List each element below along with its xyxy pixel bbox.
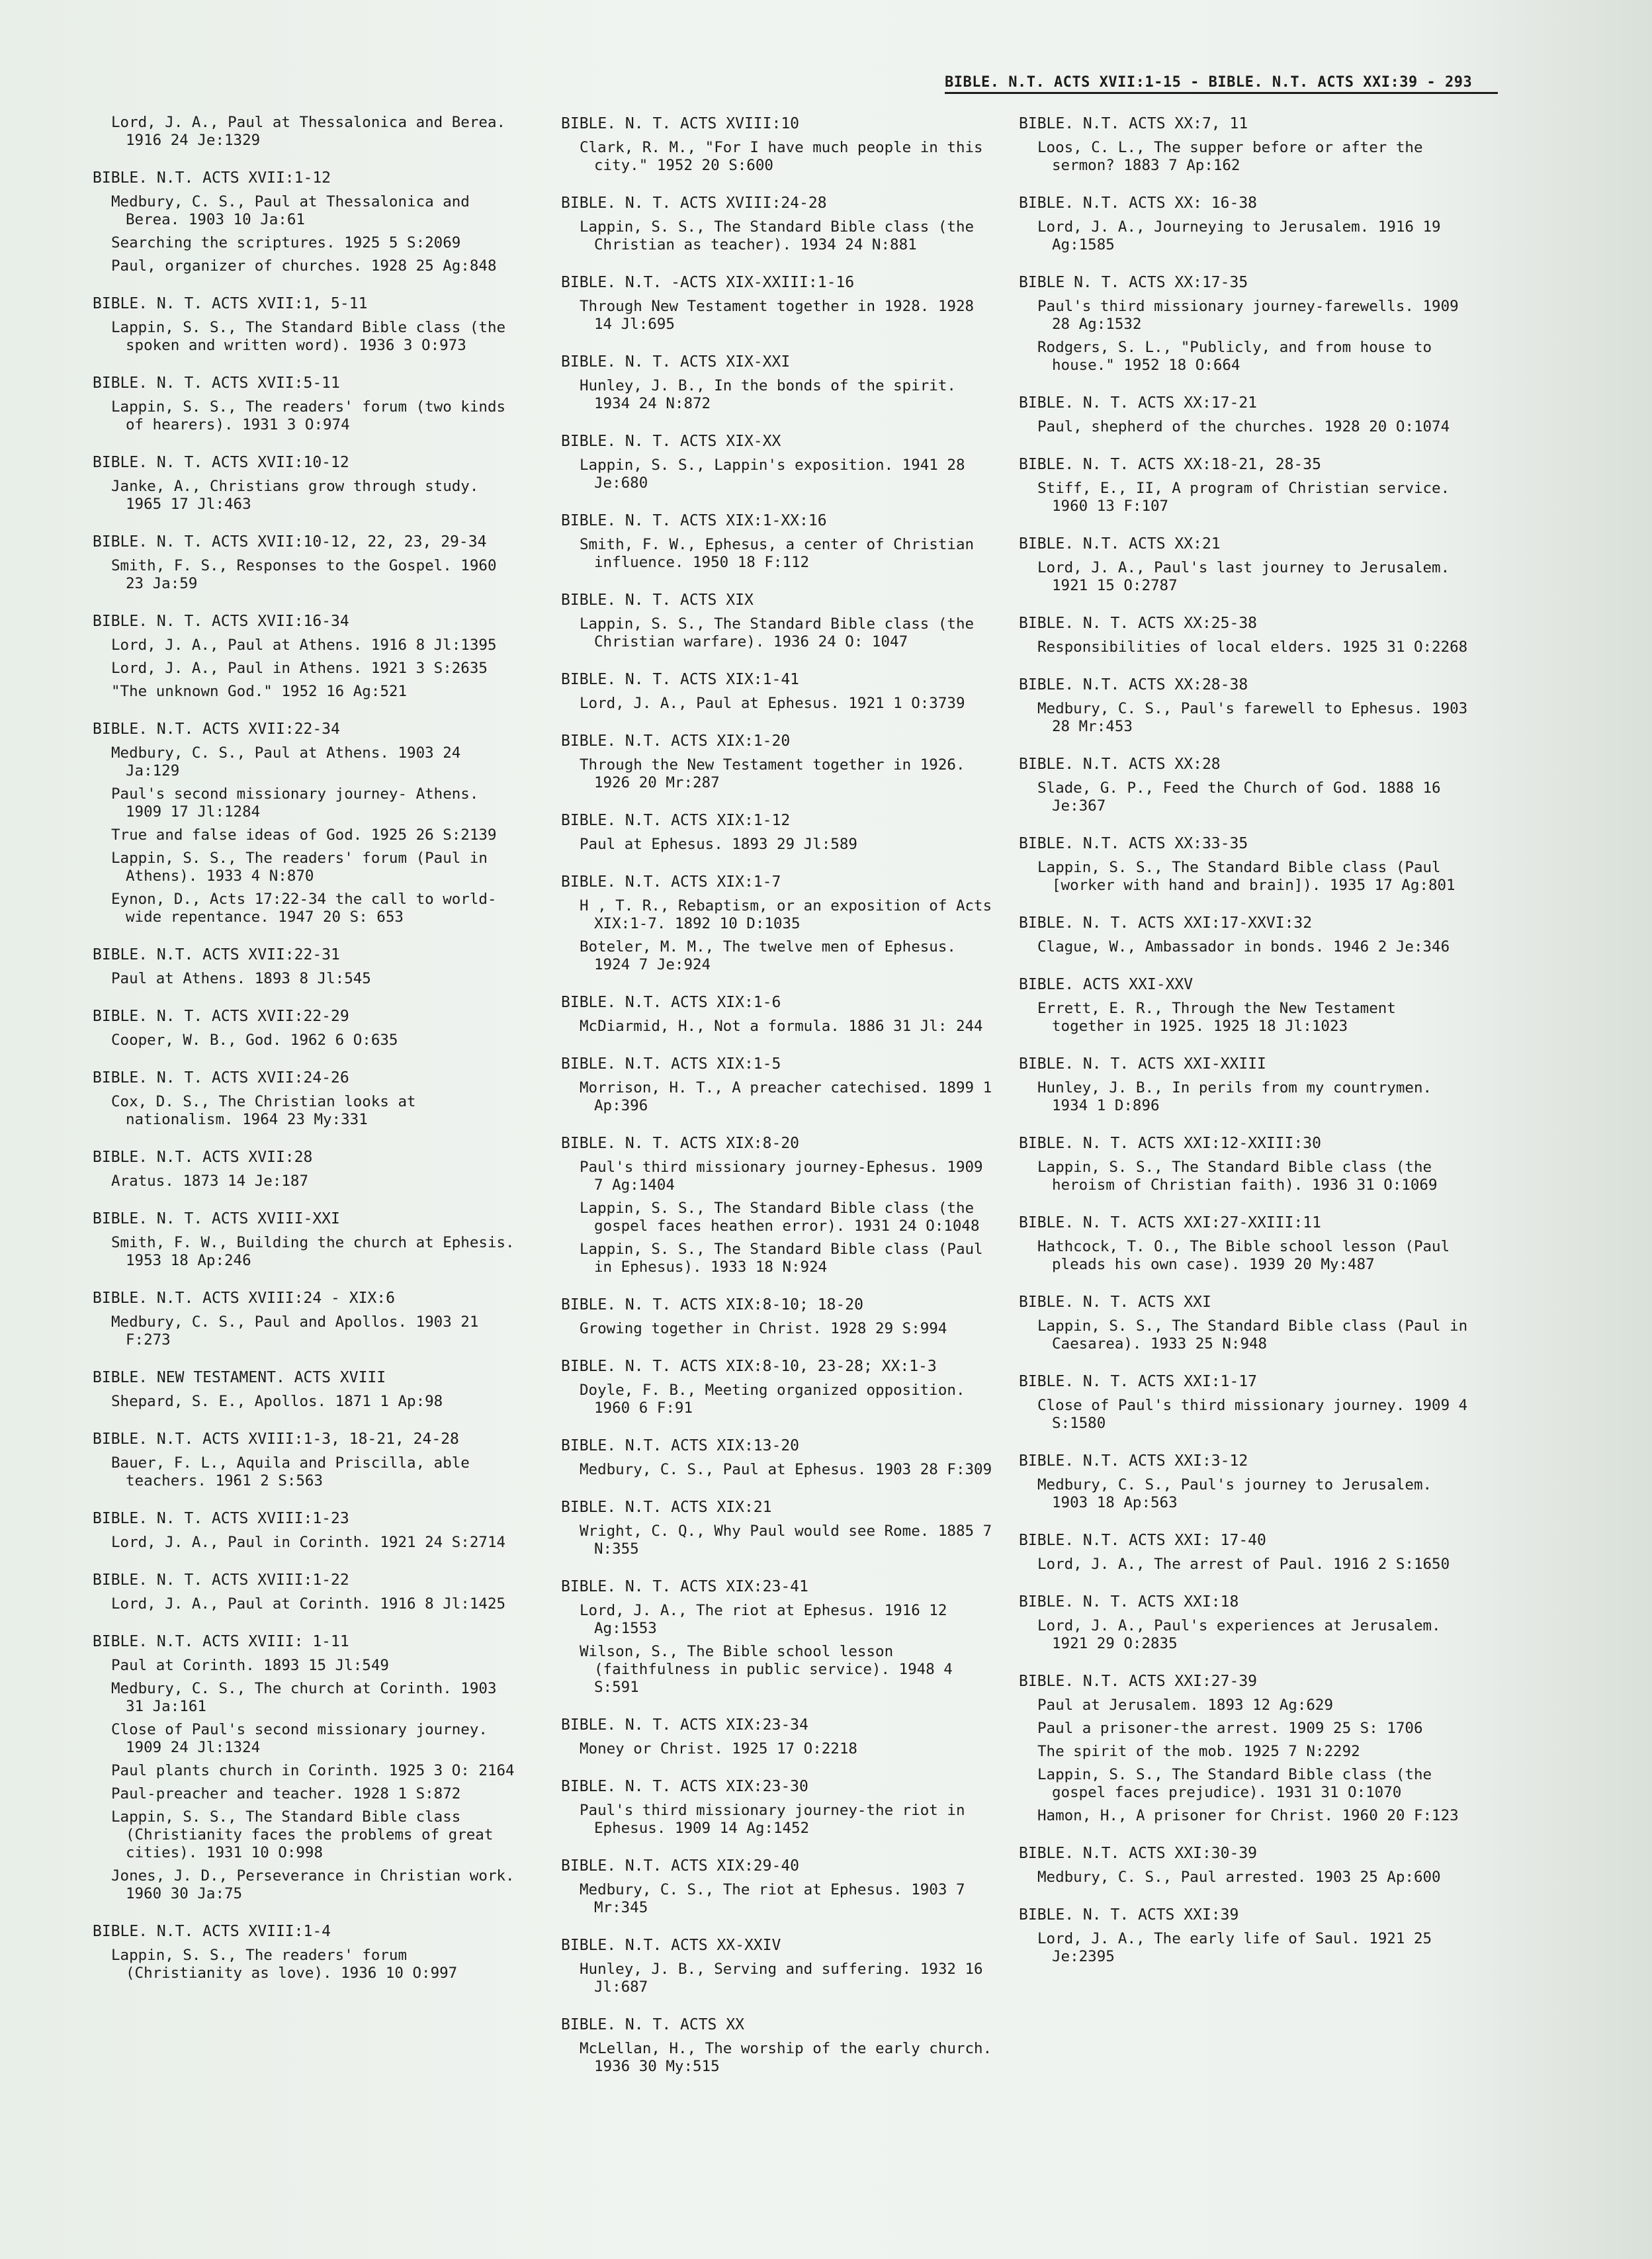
index-entry [561, 1715, 998, 1758]
index-entry [93, 168, 523, 275]
entry-heading: BIBLE. N. T. ACTS XIX [561, 592, 754, 609]
index-entry [561, 1295, 998, 1338]
entry-heading: BIBLE. N.T. ACTS XX: 16-38 [1019, 195, 1258, 212]
index-entry [1019, 1671, 1475, 1825]
entry-heading: BIBLE. N. T. ACTS XVIII:1-22 [93, 1572, 349, 1589]
entry-heading: BIBLE. N.T. ACTS XIX:1-7 [561, 873, 781, 891]
citation: Smith, F. S., Responses to the Gospel. 1960 23 Ja:59 [111, 557, 497, 592]
index-entry [1019, 613, 1475, 656]
index-entry [561, 1935, 998, 1996]
citation: Lappin, S. S., Lappin's exposition. 1941 28 Je:680 [580, 457, 965, 492]
citation: Lappin, S. S., The Standard Bible class (Paul in Caesarea). 1933 25 N:948 [1037, 1317, 1468, 1352]
entry-heading: BIBLE. N. T. ACTS XIX:1-41 [561, 671, 800, 688]
citation: Shepard, S. E., Apollos. 1871 1 Ap:98 [111, 1393, 443, 1410]
entry-heading: BIBLE. N.T. ACTS XXI: 17-40 [1019, 1532, 1266, 1549]
index-entry [93, 1570, 523, 1613]
citation: Lappin, S. S., The Standard Bible class (the spoken and written word). 1936 3 O:973 [111, 319, 506, 354]
citation: Hathcock, T. O., The Bible school lesson (Paul pleads his own case). 1939 20 My:487 [1037, 1238, 1450, 1273]
entry-heading: BIBLE. N.T. ACTS XVIII:1-3, 18-21, 24-28 [93, 1431, 459, 1448]
citation: Medbury, C. S., Paul at Ephesus. 1903 28 F:309 [580, 1461, 992, 1478]
entry-heading: BIBLE. N.T. ACTS XX:28-38 [1019, 676, 1248, 693]
citation: Bauer, F. L., Aquila and Priscilla, able teachers. 1961 2 S:563 [111, 1454, 470, 1489]
citation: Doyle, F. B., Meeting organized opposition. 1960 6 F:91 [580, 1382, 965, 1417]
index-entry [1019, 1133, 1475, 1194]
citation: Wright, C. Q., Why Paul would see Rome. 1885 7 N:355 [580, 1523, 992, 1558]
entry-heading: BIBLE. N. T. ACTS XXI:27-XXIII:11 [1019, 1214, 1321, 1231]
entry-heading: BIBLE. N. T. ACTS XIX:1-XX:16 [561, 512, 827, 529]
column-1 [93, 114, 523, 2001]
index-entry [561, 670, 998, 713]
entry-heading: BIBLE. N. T. ACTS XX:25-38 [1019, 615, 1258, 632]
entry-heading: BIBLE. N. T. ACTS XIX:8-10; 18-20 [561, 1296, 863, 1313]
entry-heading: BIBLE. N. T. ACTS XXI:17-XXVI:32 [1019, 914, 1313, 932]
citation: Smith, F. W., Building the church at Ephesis. 1953 18 Ap:246 [111, 1234, 515, 1269]
entry-heading: BIBLE. N.T. ACTS XVII:1-12 [93, 169, 331, 187]
citation: Hamon, H., A prisoner for Christ. 1960 20 F:123 [1037, 1807, 1459, 1824]
entry-heading: BIBLE. N. T. ACTS XIX:23-41 [561, 1578, 808, 1595]
citation: Rodgers, S. L., "Publicly, and from house to house." 1952 18 O:664 [1037, 339, 1432, 374]
index-entry [1019, 975, 1475, 1036]
citation: Paul at Athens. 1893 8 Jl:545 [111, 970, 371, 987]
citation: Close of Paul's second missionary journey. 1909 24 Jl:1324 [111, 1721, 488, 1756]
index-entry [1019, 1213, 1475, 1274]
entry-heading: BIBLE. N. T. ACTS XVII:5-11 [93, 375, 340, 392]
citation: Clague, W., Ambassador in bonds. 1946 2 Je:346 [1037, 938, 1450, 955]
entry-heading: BIBLE. N. T. ACTS XVIII-XXI [93, 1210, 340, 1227]
citation: Boteler, M. M., The twelve men of Ephesus. 1924 7 Je:924 [580, 938, 956, 973]
citation: Medbury, C. S., Paul at Athens. 1903 24 Ja:129 [111, 744, 461, 779]
citation: Searching the scriptures. 1925 5 S:2069 [111, 234, 461, 251]
index-entry [93, 1288, 523, 1349]
citation: Cooper, W. B., God. 1962 6 O:635 [111, 1032, 398, 1049]
index-entry [561, 1856, 998, 1917]
entry-heading: BIBLE. N.T. ACTS XX:21 [1019, 535, 1221, 553]
citation: Paul's third missionary journey-Ephesus. 1909 7 Ag:1404 [580, 1159, 983, 1194]
citation: Paul's second missionary journey- Athens. 1909 17 Jl:1284 [111, 785, 479, 820]
entry-heading: BIBLE. N.T. ACTS XVIII: 1-11 [93, 1633, 349, 1650]
entry-heading: BIBLE. N.T. ACTS XVIII:24 - XIX:6 [93, 1290, 395, 1307]
citation: Cox, D. S., The Christian looks at nationalism. 1964 23 My:331 [111, 1093, 416, 1128]
index-entry [93, 1368, 523, 1411]
citation: Lappin, S. S., The Standard Bible class (the Christian as teacher). 1934 24 N:881 [580, 218, 975, 253]
citation: Lord, J. A., Paul at Thessalonica and Berea. 1916 24 Je:1329 [111, 114, 506, 149]
index-entry [561, 193, 998, 254]
entry-heading: BIBLE. N.T. ACTS XVII:22-31 [93, 946, 340, 963]
index-entry [1019, 273, 1475, 375]
citation: Jones, J. D., Perseverance in Christian work. 1960 30 Ja:75 [111, 1867, 515, 1902]
index-entry [1019, 1843, 1475, 1886]
index-entry [93, 611, 523, 701]
index-entry [561, 114, 998, 175]
entry-heading: BIBLE. N.T. ACTS XIX:1-5 [561, 1055, 781, 1073]
citation: Stiff, E., II, A program of Christian service. 1960 13 F:107 [1037, 480, 1450, 515]
entry-heading: BIBLE. ACTS XXI-XXV [1019, 976, 1194, 993]
index-entry [561, 1133, 998, 1276]
index-entry [1019, 1372, 1475, 1433]
entry-heading: BIBLE. N. T. ACTS XIX:23-34 [561, 1716, 808, 1734]
index-entry [561, 352, 998, 413]
entry-heading: BIBLE. N. T. ACTS XVII:1, 5-11 [93, 295, 368, 312]
citation: Medbury, C. S., Paul's farewell to Ephesus. 1903 28 Mr:453 [1037, 700, 1468, 735]
entry-heading: BIBLE. N.T. ACTS XVII:22-34 [93, 721, 340, 738]
entry-heading: BIBLE. N. T. ACTS XX:17-21 [1019, 394, 1258, 412]
citation: Close of Paul's third missionary journey. 1909 4 S:1580 [1037, 1397, 1468, 1432]
citation: Lord, J. A., Paul at Corinth. 1916 8 Jl:1425 [111, 1595, 506, 1613]
citation: Lappin, S. S., The readers' forum (Paul in Athens). 1933 4 N:870 [111, 850, 488, 885]
index-entry [93, 114, 523, 150]
citation: Medbury, C. S., Paul and Apollos. 1903 21 F:273 [111, 1313, 479, 1349]
citation: Paul, shepherd of the churches. 1928 20 O:1074 [1037, 418, 1450, 435]
entry-heading: BIBLE. N. T. ACTS XVIII:24-28 [561, 195, 827, 212]
citation: Responsibilities of local elders. 1925 31 O:2268 [1037, 639, 1468, 656]
entry-heading: BIBLE. N. T. ACTS XVII:10-12, 22, 23, 29-34 [93, 533, 487, 551]
entry-heading: BIBLE. N.T. ACTS XX:33-35 [1019, 835, 1248, 852]
citation: True and false ideas of God. 1925 26 S:2139 [111, 826, 497, 844]
index-entry [1019, 754, 1475, 815]
index-entry [93, 945, 523, 988]
index-entry [561, 511, 998, 572]
index-entry [93, 294, 523, 355]
citation: McLellan, H., The worship of the early church. 1936 30 My:515 [580, 2040, 992, 2075]
index-entry [1019, 393, 1475, 436]
column-2 [561, 114, 998, 2094]
citation: Money or Christ. 1925 17 O:2218 [580, 1740, 857, 1757]
citation: Lappin, S. S., The Standard Bible class (the Christian warfare). 1936 24 O: 1047 [580, 615, 975, 650]
citation: Loos, C. L., The supper before or after the sermon? 1883 7 Ap:162 [1037, 139, 1423, 174]
index-entry [561, 2015, 998, 2076]
entry-heading: BIBLE. N. T. ACTS XVIII:10 [561, 115, 800, 132]
citation: Lord, J. A., Paul's last journey to Jerusalem. 1921 15 O:2787 [1037, 559, 1450, 594]
index-entry [561, 872, 998, 974]
index-entry [561, 1356, 998, 1417]
citation: Lappin, S. S., The Standard Bible class (the gospel faces prejudice). 1931 31 O:1070 [1037, 1766, 1432, 1801]
citation: Lappin, S. S., The Standard Bible class (Christianity faces the problems of great cities). 1931 10 O:998 [111, 1808, 494, 1861]
index-entry [93, 373, 523, 434]
entry-heading: BIBLE. N. T. ACTS XXI:1-17 [1019, 1373, 1258, 1390]
citation: "The unknown God." 1952 16 Ag:521 [111, 683, 408, 700]
citation: Lord, J. A., Paul in Corinth. 1921 24 S:2714 [111, 1534, 506, 1551]
entry-heading: BIBLE. N. T. ACTS XVIII:1-23 [93, 1510, 349, 1527]
citation: Lappin, S. S., The Standard Bible class (Paul [worker with hand and brain]). 1935 17 Ag:801 [1037, 859, 1456, 894]
entry-heading: BIBLE. N. T. ACTS XIX:8-10, 23-28; XX:1-3 [561, 1358, 937, 1375]
citation: Lappin, S. S., The Standard Bible class (the heroism of Christian faith). 1936 31 O:1069 [1037, 1159, 1438, 1194]
index-entry [93, 1429, 523, 1490]
index-entry [561, 1054, 998, 1115]
citation: Medbury, C. S., Paul at Thessalonica and Berea. 1903 10 Ja:61 [111, 193, 470, 228]
citation: Lord, J. A., The riot at Ephesus. 1916 12 Ag:1553 [580, 1602, 947, 1637]
entry-heading: BIBLE. N.T. ACTS XX:28 [1019, 756, 1221, 773]
entry-heading: BIBLE. N. T. ACTS XVII:16-34 [93, 613, 349, 630]
entry-heading: BIBLE. NEW TESTAMENT. ACTS XVIII [93, 1369, 386, 1386]
citation: Lappin, S. S., The Standard Bible class (the gospel faces heathen error). 1931 24 O:1048 [580, 1200, 980, 1235]
index-entry [93, 719, 523, 926]
index-entry [93, 532, 523, 593]
entry-heading: BIBLE. N. T. ACTS XVII:24-26 [93, 1069, 349, 1086]
index-entry [561, 431, 998, 492]
citation: Lappin, S. S., The readers' forum (Christianity as love). 1936 10 O:997 [111, 1947, 458, 1982]
citation: H , T. R., Rebaptism, or an exposition of Acts XIX:1-7. 1892 10 D:1035 [580, 897, 992, 932]
index-entry [93, 1632, 523, 1903]
column-3 [1019, 114, 1475, 1984]
entry-heading: BIBLE. N. T. ACTS XIX-XX [561, 433, 781, 450]
entry-heading: BIBLE N. T. ACTS XX:17-35 [1019, 274, 1248, 291]
citation: Paul's third missionary journey-farewells. 1909 28 Ag:1532 [1037, 298, 1459, 333]
citation: Janke, A., Christians grow through study. 1965 17 Jl:463 [111, 478, 479, 513]
entry-heading: BIBLE. N.T. ACTS XXI:27-39 [1019, 1673, 1258, 1690]
index-entry [561, 1436, 998, 1479]
citation: Medbury, C. S., The riot at Ephesus. 1903 7 Mr:345 [580, 1881, 965, 1916]
citation: Lappin, S. S., The readers' forum (two kinds of hearers). 1931 3 O:974 [111, 398, 506, 433]
entry-heading: BIBLE. N. T. ACTS XVII:10-12 [93, 454, 349, 471]
index-entry [561, 1777, 998, 1838]
citation: Through the New Testament together in 1926. 1926 20 Mr:287 [580, 756, 965, 791]
entry-heading: BIBLE. N.T. -ACTS XIX-XXIII:1-16 [561, 274, 855, 291]
index-entry [1019, 913, 1475, 956]
entry-heading: BIBLE. N. T. ACTS XXI:18 [1019, 1593, 1239, 1611]
entry-heading: BIBLE. N. T. ACTS XIX-XXI [561, 353, 791, 371]
entry-heading: BIBLE. N.T. ACTS XIX:1-20 [561, 732, 791, 750]
index-entry [561, 731, 998, 792]
citation: Eynon, D., Acts 17:22-34 the call to world-wide repentance. 1947 20 S: 653 [111, 891, 497, 926]
entry-heading: BIBLE. N. T. ACTS XIX:8-20 [561, 1135, 800, 1152]
citation: The spirit of the mob. 1925 7 N:2292 [1037, 1743, 1360, 1760]
citation: Medbury, C. S., The church at Corinth. 1903 31 Ja:161 [111, 1680, 497, 1715]
citation: Smith, F. W., Ephesus, a center of Christian influence. 1950 18 F:112 [580, 536, 975, 571]
citation: Lord, J. A., Paul's experiences at Jerusalem. 1921 29 O:2835 [1037, 1617, 1441, 1652]
entry-heading: BIBLE. N. T. ACTS XXI-XXIII [1019, 1055, 1266, 1073]
citation: Hunley, J. B., In the bonds of the spirit. 1934 24 N:872 [580, 377, 956, 412]
entry-heading: BIBLE. N. T. ACTS XX:18-21, 28-35 [1019, 456, 1321, 473]
citation: Morrison, H. T., A preacher catechised. 1899 1 Ap:396 [580, 1079, 992, 1114]
index-entry [1019, 534, 1475, 595]
entry-heading: BIBLE. N. T. ACTS XVII:22-29 [93, 1008, 349, 1025]
citation: Slade, G. P., Feed the Church of God. 1888 16 Je:367 [1037, 779, 1441, 815]
citation: Clark, R. M., "For I have much people in this city." 1952 20 S:600 [580, 139, 983, 174]
citation: Aratus. 1873 14 Je:187 [111, 1173, 309, 1190]
citation: Hunley, J. B., In perils from my countrymen. 1934 1 D:896 [1037, 1079, 1432, 1114]
citation: Paul plants church in Corinth. 1925 3 O: 2164 [111, 1762, 515, 1779]
index-entry [93, 1068, 523, 1129]
index-entry [93, 1209, 523, 1270]
index-entry [1019, 1905, 1475, 1966]
index-entry [1019, 1530, 1475, 1573]
index-entry [93, 1147, 523, 1190]
citation: McDiarmid, H., Not a formula. 1886 31 Jl: 244 [580, 1018, 983, 1035]
index-entry [93, 1922, 523, 1982]
entry-heading: BIBLE. N.T. ACTS XIX:21 [561, 1499, 772, 1516]
citation: Paul-preacher and teacher. 1928 1 S:872 [111, 1785, 461, 1802]
index-entry [561, 273, 998, 333]
index-entry [561, 1577, 998, 1697]
citation: Wilson, S., The Bible school lesson (faithfulness in public service). 1948 4 S:591 [580, 1643, 953, 1696]
entry-heading: BIBLE. N. T. ACTS XXI:39 [1019, 1906, 1239, 1924]
entry-heading: BIBLE. N.T. ACTS XX:7, 11 [1019, 115, 1248, 132]
entry-heading: BIBLE. N. T. ACTS XXI:12-XXIII:30 [1019, 1135, 1321, 1152]
citation: Hunley, J. B., Serving and suffering. 1932 16 Jl:687 [580, 1961, 983, 1996]
citation: Paul at Jerusalem. 1893 12 Ag:629 [1037, 1697, 1334, 1714]
index-entry [561, 811, 998, 854]
index-entry [1019, 675, 1475, 736]
entry-heading: BIBLE. N. T. ACTS XIX:23-30 [561, 1778, 808, 1795]
entry-heading: BIBLE. N. T. ACTS XXI [1019, 1294, 1211, 1311]
index-entry [1019, 834, 1475, 895]
citation: Paul at Ephesus. 1893 29 Jl:589 [580, 836, 857, 853]
entry-heading: BIBLE. N.T. ACTS XVII:28 [93, 1149, 313, 1166]
citation: Growing together in Christ. 1928 29 S:994 [580, 1320, 947, 1337]
entry-heading: BIBLE. N.T. ACTS XXI:3-12 [1019, 1452, 1248, 1470]
citation: Paul at Corinth. 1893 15 Jl:549 [111, 1657, 389, 1674]
entry-heading: BIBLE. N.T. ACTS XIX:1-6 [561, 994, 781, 1011]
citation: Lord, J. A., The arrest of Paul. 1916 2 S:1650 [1037, 1556, 1450, 1573]
citation: Errett, E. R., Through the New Testament together in 1925. 1925 18 Jl:1023 [1037, 1000, 1396, 1035]
running-header: BIBLE. N.T. ACTS XVII:1-15 - BIBLE. N.T. ACTS XXI:39 - 293 [945, 74, 1498, 94]
index-entry [93, 1006, 523, 1049]
index-entry [561, 590, 998, 651]
entry-heading: BIBLE. N.T. ACTS XIX:29-40 [561, 1857, 800, 1875]
index-entry [1019, 1592, 1475, 1653]
entry-heading: BIBLE. N.T. ACTS XVIII:1-4 [93, 1923, 331, 1940]
citation: Paul a prisoner-the arrest. 1909 25 S: 1706 [1037, 1720, 1423, 1737]
index-entry [93, 453, 523, 513]
index-entry [1019, 193, 1475, 254]
index-entry [1019, 114, 1475, 175]
entry-heading: BIBLE. N. T. ACTS XX [561, 2016, 744, 2033]
index-entry [1019, 1054, 1475, 1115]
entry-heading: BIBLE. N.T. ACTS XX-XXIV [561, 1937, 781, 1954]
citation: Lord, J. A., The early life of Saul. 1921 25 Je:2395 [1037, 1930, 1432, 1965]
citation: Medbury, C. S., Paul's journey to Jerusalem. 1903 18 Ap:563 [1037, 1476, 1432, 1511]
citation: Medbury, C. S., Paul arrested. 1903 25 Ap:600 [1037, 1869, 1441, 1886]
citation: Lord, J. A., Paul at Athens. 1916 8 Jl:1395 [111, 637, 497, 654]
citation: Lappin, S. S., The Standard Bible class (Paul in Ephesus). 1933 18 N:924 [580, 1241, 983, 1276]
index-entry [561, 1497, 998, 1558]
entry-heading: BIBLE. N.T. ACTS XIX:1-12 [561, 812, 791, 829]
entry-heading: BIBLE. N.T. ACTS XXI:30-39 [1019, 1845, 1258, 1862]
citation: Paul, organizer of churches. 1928 25 Ag:848 [111, 257, 497, 275]
index-entry [93, 1509, 523, 1552]
citation: Lord, J. A., Paul at Ephesus. 1921 1 O:3739 [580, 695, 965, 712]
index-entry [1019, 1451, 1475, 1512]
citation: Through New Testament together in 1928. 1928 14 Jl:695 [580, 298, 975, 333]
index-entry [1019, 1292, 1475, 1353]
index-entry [1019, 455, 1475, 515]
index-entry [561, 993, 998, 1036]
citation: Lord, J. A., Paul in Athens. 1921 3 S:2635 [111, 660, 488, 677]
citation: Paul's third missionary journey-the riot in Ephesus. 1909 14 Ag:1452 [580, 1802, 965, 1837]
entry-heading: BIBLE. N.T. ACTS XIX:13-20 [561, 1437, 800, 1454]
citation: Lord, J. A., Journeying to Jerusalem. 1916 19 Ag:1585 [1037, 218, 1441, 253]
